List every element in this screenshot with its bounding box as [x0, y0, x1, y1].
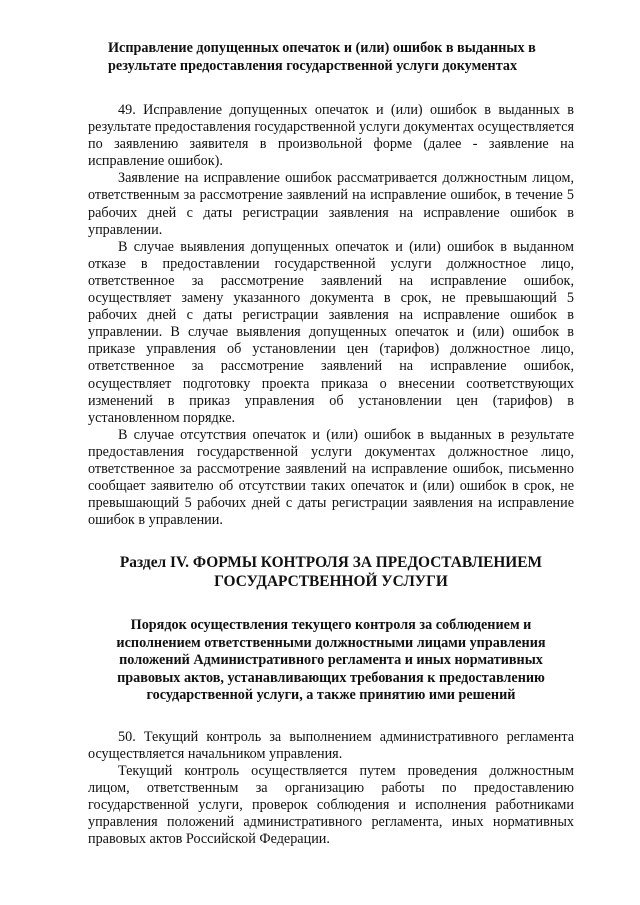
- paragraph-49-no-errors: В случае отсутствия опечаток и (или) ошибок в выданных в результате предоставления государственной услуги документах должностное лицо, ответственное за рассмотрение заявлений на исправление ошибок, письменно сообщает заявителю об отсутствии таких опечаток и (или) ошибок в срок, не превышающий 5 рабочих дней с даты регистрации заявления на исправление ошибок в управлении.: [88, 426, 574, 529]
- heading-line: государственной услуги, а также принятию ими решений: [146, 687, 516, 704]
- heading-line: правовых актов, устанавливающих требования к предоставлению: [117, 669, 545, 686]
- paragraph-50: 50. Текущий контроль за выполнением административного регламента осуществляется начальником управления.: [88, 728, 574, 762]
- heading-line: Порядок осуществления текущего контроля за соблюдением и: [130, 617, 532, 634]
- section-title-4: [88, 553, 574, 591]
- subsection-heading-current-control: [88, 617, 574, 705]
- heading-line: результате предоставления государственной услуги документах: [108, 57, 518, 74]
- paragraph-49-errors-found: В случае выявления допущенных опечаток и (или) ошибок в выданном отказе в предоставлении государственной услуги должностное лицо, ответственное за рассмотрение заявлений на исправление ошибок, осуществляет замену указанного документа в срок, не превышающий 5 рабочих дней с даты регистрации заявления на исправление ошибок в управлении. В случае выявления допущенных опечаток и (или) ошибок в приказе управления об установлении цен (тарифов) должностное лицо, ответственное за рассмотрение заявлений на исправление ошибок, осуществляет подготовку проекта приказа о внесении соответствующих изменений в приказ управления об установлении цен (тарифов) в установленном порядке.: [88, 238, 574, 426]
- section-heading-error-correction: [88, 40, 574, 75]
- heading-line: положений Административного регламента и иных нормативных: [119, 652, 543, 669]
- paragraph-49-review: Заявление на исправление ошибок рассматривается должностным лицом, ответственным за рассмотрение заявлений на исправление ошибок, в течение 5 рабочих дней с даты регистрации заявления на исправление ошибок в управлении.: [88, 170, 574, 238]
- paragraph-50-procedure: Текущий контроль осуществляется путем проведения должностным лицом, ответственным за организацию работы по предоставлению государственной услуги, проверок соблюдения и исполнения работниками управления положений административного регламента, иных нормативных правовых актов Российской Федерации.: [88, 763, 574, 848]
- heading-line: исполнением ответственными должностными лицами управления: [116, 634, 546, 651]
- heading-line: Исправление допущенных опечаток и (или) ошибок в выданных в: [108, 40, 536, 56]
- document-page: [88, 40, 574, 849]
- section-title-line: Раздел IV. ФОРМЫ КОНТРОЛЯ ЗА ПРЕДОСТАВЛЕНИЕМ: [119, 554, 543, 572]
- section-title-line: ГОСУДАРСТВЕННОЙ УСЛУГИ: [214, 573, 448, 591]
- paragraph-49: 49. Исправление допущенных опечаток и (или) ошибок в выданных в результате предоставления государственной услуги документах осуществляется по заявлению заявителя в произвольной форме (далее - заявление на исправление ошибок).: [88, 102, 574, 170]
